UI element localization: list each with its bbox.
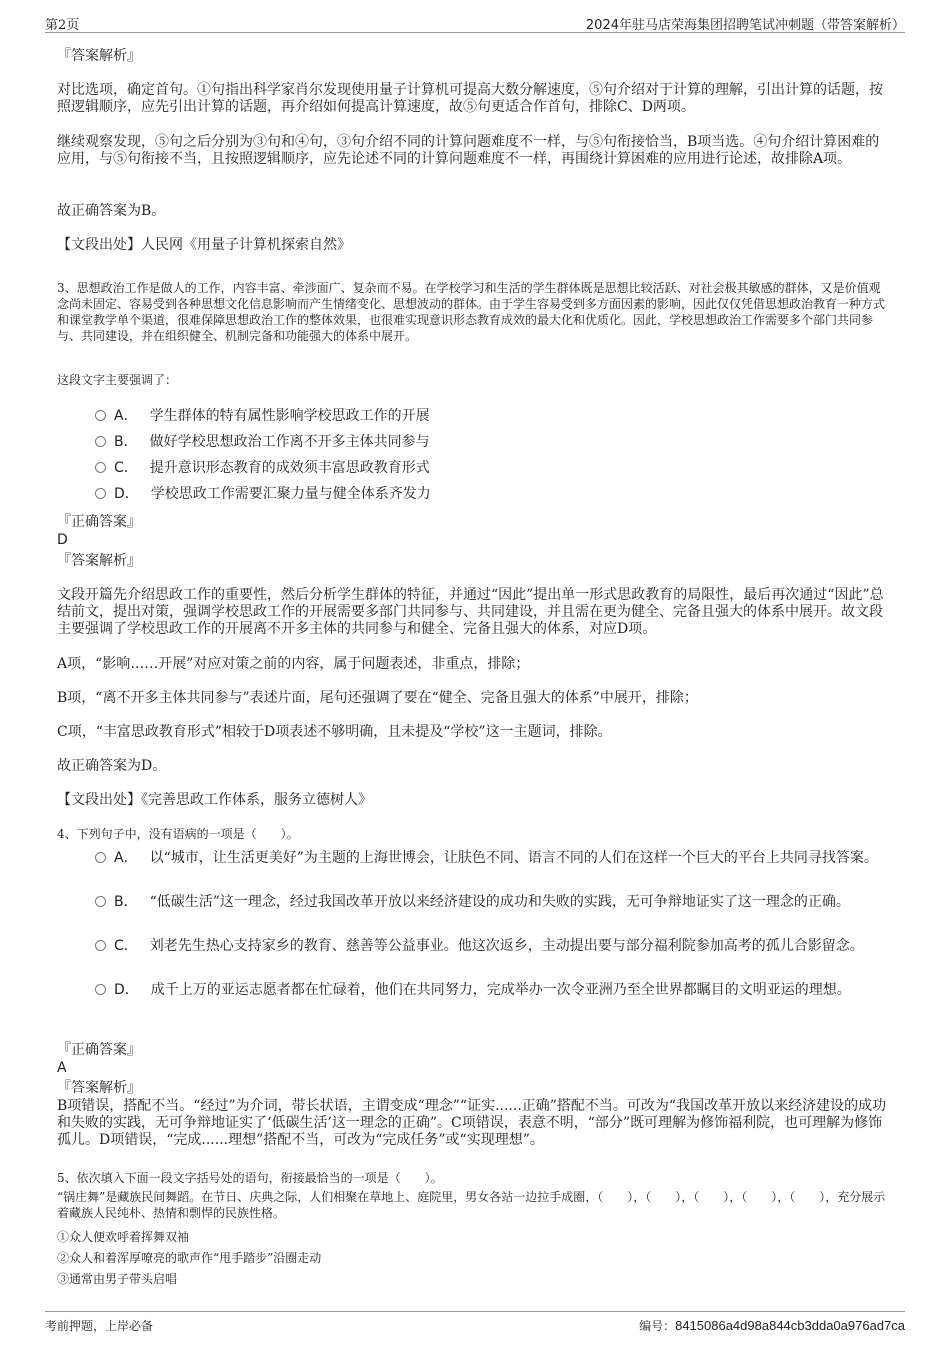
q2-analysis-label: 『答案解析』 xyxy=(57,48,141,64)
q5-item-1: ①众人便欢呼着挥舞双袖 xyxy=(57,1230,190,1244)
option-letter: D． xyxy=(114,486,139,502)
radio-icon[interactable] xyxy=(95,852,106,863)
q5-item-2: ②众人和着浑厚嘹亮的歌声作“甩手踏步”沿圈走动 xyxy=(57,1251,322,1265)
radio-icon[interactable] xyxy=(95,488,106,499)
q3-option-c[interactable] xyxy=(95,460,890,477)
q3-analysis-b: B项，“离不开多主体共同参与”表述片面，尾句还强调了要在“健全、完备且强大的体系”中展开，排除； xyxy=(57,690,698,706)
radio-icon[interactable] xyxy=(95,984,106,995)
q3-analysis-p1: 文段开篇先介绍思政工作的重要性，然后分析学生群体的特征，并通过“因此”提出单一形式思政教育的局限性，最后再次通过“因此”总结前文，提出对策，强调学校思政工作的开展需要多部门共同参与、共同建设，并且需在更为健全、完备且强大的体系中展开。故文段主要强调了学校思政工作的开展离不开多主体的共同参与和健全、完备且强大的体系，对应D项。 xyxy=(57,587,884,637)
option-text: 成千上万的亚运志愿者都在忙碌着，他们在共同努力，完成举办一次令亚洲乃至全世界都瞩目的文明亚运的理想。 xyxy=(150,982,851,998)
q4-option-b[interactable] xyxy=(95,894,890,911)
q3-stem: 3、思想政治工作是做人的工作，内容丰富、牵涉面广、复杂而不易。在学校学习和生活的学生群体既是思想比较活跃、对社会极其敏感的群体，又是价值观念尚未固定、容易受到各种思想文化信息影响而产生情绪变化、思想波动的群体。由于学生容易受到多方面因素的影响，因此仅仅凭借思想政治教育一种方式和课堂教学单个渠道，很难保障思想政治工作的整体效果，也很难实现意识形态教育成效的最大化和优质化。因此，学校思想政治工作需要多个部门共同参与、共同建设，并在组织健全、机制完备和功能强大的体系中展开。 xyxy=(57,281,886,343)
q5-item-3: ③通常由男子带头启唱 xyxy=(57,1272,178,1286)
option-letter: A． xyxy=(114,850,138,866)
q4-option-d[interactable] xyxy=(95,982,890,999)
option-letter: B． xyxy=(114,894,138,910)
option-text: 做好学校思想政治工作离不开多主体共同参与 xyxy=(149,434,430,450)
q4-analysis: B项错误，搭配不当。“经过”为介词，带长状语，主谓变成“理念”“证实......正确”搭配不当。可改为“我国改革开放以来经济建设的成功和失败的实践，无可争辩地证实了‘低碳生活’这一理念的正确”。C项错误，表意不明，“部分”既可理解为修饰福利院，也可理解为修饰孤儿。D项错误，“完成......理想”搭配不当，可改为“完成任务”或“实现理想”。 xyxy=(57,1098,887,1148)
option-text: 以“城市，让生活更美好”为主题的上海世博会，让肤色不同、语言不同的人们在这样一个巨大的平台上共同寻找答案。 xyxy=(149,850,878,866)
page-number: 第2页 xyxy=(45,18,80,33)
q2-source: 【文段出处】人民网《用量子计算机探索自然》 xyxy=(57,237,351,253)
option-text: 学生群体的特有属性影响学校思政工作的开展 xyxy=(149,408,430,424)
q4-answer-label: 『正确答案』 xyxy=(57,1042,141,1058)
q3-option-a[interactable] xyxy=(95,408,890,425)
q3-answer: D xyxy=(57,532,68,548)
q3-analysis-c: C项，“丰富思政教育形式”相较于D项表述不够明确，且未提及“学校”这一主题词，排除。 xyxy=(57,724,612,740)
q3-analysis-label: 『答案解析』 xyxy=(57,553,141,569)
option-text: “低碳生活”这一理念，经过我国改革开放以来经济建设的成功和失败的实践，无可争辩地证实了这一理念的正确。 xyxy=(149,894,850,910)
q4-option-c[interactable] xyxy=(95,938,890,955)
q2-analysis-p2: 继续观察发现，⑤句之后分别为③句和④句，③句介绍不同的计算问题难度不一样，与⑤句衔接恰当，B项当选。④句介绍计算困难的应用，与⑤句衔接不当，且按照逻辑顺序，应先论述不同的计算问题难度不一样，再围绕计算困难的应用进行论述，故排除A项。 xyxy=(57,134,880,167)
footer-code xyxy=(639,1317,905,1334)
radio-icon[interactable] xyxy=(95,436,106,447)
option-letter: B． xyxy=(114,434,138,450)
option-text: 提升意识形态教育的成效须丰富思政教育形式 xyxy=(149,460,430,476)
q4-answer: A xyxy=(57,1060,67,1076)
q3-option-d[interactable] xyxy=(95,486,890,503)
q3-option-b[interactable] xyxy=(95,434,890,451)
document-title: 2024年驻马店荣海集团招聘笔试冲刺题（带答案解析） xyxy=(585,18,905,33)
q5-text: “锅庄舞”是藏族民间舞蹈。在节日、庆典之际，人们相聚在草地上、庭院里，男女各站一边拉手成圈，（ ），（ ），（ ），（ ），（ ），充分展示着藏族人民纯朴、热情和剽悍的民族性格。 xyxy=(57,1190,886,1220)
option-letter: C． xyxy=(114,460,138,476)
radio-icon[interactable] xyxy=(95,896,106,907)
q4-option-a[interactable] xyxy=(95,850,890,867)
footer-slogan: 考前押题，上岸必备 xyxy=(45,1319,154,1333)
q3-answer-label: 『正确答案』 xyxy=(57,514,141,530)
q5-stem: 5、依次填入下面一段文字括号处的语句，衔接最恰当的一项是（ ）。 xyxy=(57,1171,443,1185)
q2-conclusion: 故正确答案为B。 xyxy=(57,203,166,219)
q3-analysis-a: A项，“影响……开展”对应对策之前的内容，属于问题表述，非重点，排除； xyxy=(57,656,530,672)
radio-icon[interactable] xyxy=(95,410,106,421)
option-text: 刘老先生热心支持家乡的教育、慈善等公益事业。他这次返乡，主动提出要与部分福利院参加高考的孤儿合影留念。 xyxy=(149,938,864,954)
option-letter: D． xyxy=(114,982,139,998)
radio-icon[interactable] xyxy=(95,940,106,951)
code-value: 8415086a4d98a844cb3dda0a976ad7ca xyxy=(675,1318,905,1333)
page-footer xyxy=(45,1311,905,1336)
option-text: 学校思政工作需要汇聚力量与健全体系齐发力 xyxy=(150,486,431,502)
q3-conclusion: 故正确答案为D。 xyxy=(57,758,167,774)
q2-analysis-p1: 对比选项，确定首句。①句指出科学家肖尔发现使用量子计算机可提高大数分解速度，⑤句介绍对于计算的理解，引出计算的话题，按照逻辑顺序，应先引出计算的话题，再介绍如何提高计算速度，故⑤句更适合作首句，排除C、D两项。 xyxy=(57,82,883,115)
q4-stem: 4、下列句子中，没有语病的一项是（ ）。 xyxy=(57,827,299,841)
option-letter: C． xyxy=(114,938,138,954)
q4-analysis-label: 『答案解析』 xyxy=(57,1080,141,1096)
code-label: 编号： xyxy=(639,1319,676,1333)
page-header xyxy=(45,12,905,33)
q3-question: 这段文字主要强调了： xyxy=(57,373,178,387)
radio-icon[interactable] xyxy=(95,462,106,473)
option-letter: A． xyxy=(114,408,138,424)
q3-source: 【文段出处】《完善思政工作体系，服务立德树人》 xyxy=(57,792,372,808)
